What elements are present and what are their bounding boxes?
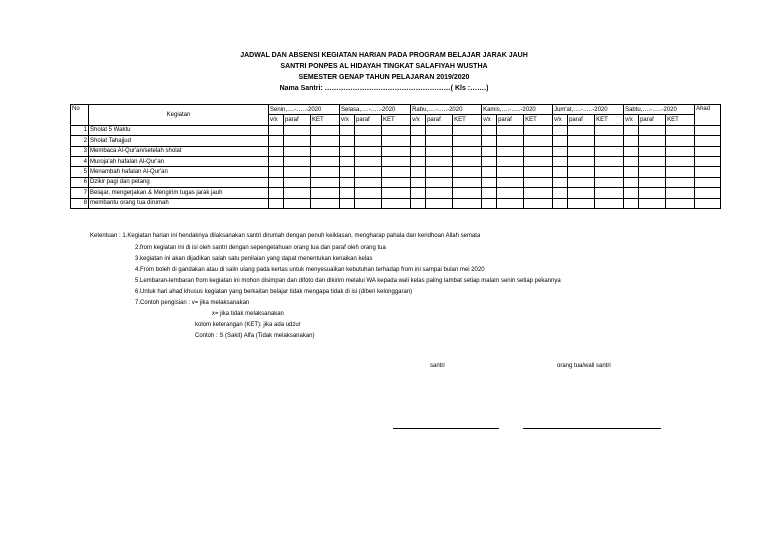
entry-cell[interactable] — [284, 177, 311, 187]
entry-cell[interactable] — [284, 198, 311, 208]
entry-cell[interactable] — [426, 125, 453, 135]
entry-cell[interactable] — [695, 198, 721, 208]
entry-cell[interactable] — [411, 198, 426, 208]
title-line-2: SANTRI PONPES AL HIDAYAH TINGKAT SALAFIYAH WUSTHA — [280, 63, 488, 70]
entry-cell[interactable] — [311, 177, 340, 187]
entry-cell[interactable] — [355, 146, 382, 156]
entry-cell[interactable] — [695, 156, 721, 166]
entry-cell[interactable] — [639, 156, 666, 166]
sub-header-cell: KET — [666, 115, 695, 125]
ketentuan-line-3: 3.kegiatan ini akan dijadikan salah satu penilaian yang dapat menentukan kenaikan kelas — [135, 256, 373, 262]
row-activity: membantu orang tua dirumah — [89, 198, 269, 208]
col-header-day: Sabtu,….-…..-2020 — [624, 105, 695, 115]
student-name-line: Nama Santri: ………………………………………………( Kls :…….) — [279, 85, 489, 92]
entry-cell[interactable] — [639, 188, 666, 198]
entry-cell[interactable] — [453, 146, 482, 156]
table-row — [71, 188, 721, 198]
entry-cell[interactable] — [553, 125, 568, 135]
row-activity: Belajar, mengerjakan & Mengirim tugas jarak jauh — [89, 188, 269, 198]
table-row — [71, 125, 721, 135]
entry-cell[interactable] — [666, 198, 695, 208]
row-number: 3 — [71, 146, 89, 156]
entry-cell[interactable] — [624, 198, 639, 208]
entry-cell[interactable] — [355, 177, 382, 187]
entry-cell[interactable] — [269, 167, 284, 177]
title-line-3: SEMESTER GENAP TAHUN PELAJARAN 2019/2020 — [298, 74, 470, 81]
entry-cell[interactable] — [311, 188, 340, 198]
entry-cell[interactable] — [639, 198, 666, 208]
entry-cell[interactable] — [524, 198, 553, 208]
entry-cell[interactable] — [453, 167, 482, 177]
entry-cell[interactable] — [340, 167, 355, 177]
entry-cell[interactable] — [269, 136, 284, 146]
entry-cell[interactable] — [284, 156, 311, 166]
entry-cell[interactable] — [340, 198, 355, 208]
entry-cell[interactable] — [284, 188, 311, 198]
entry-cell[interactable] — [666, 125, 695, 135]
ketentuan-line-7: 7.Contoh pengisian : v= jika melaksanakan — [135, 300, 250, 306]
entry-cell[interactable] — [453, 136, 482, 146]
entry-cell[interactable] — [595, 167, 624, 177]
col-header-day: Ahad — [695, 105, 721, 126]
entry-cell[interactable] — [695, 125, 721, 135]
entry-cell[interactable] — [624, 156, 639, 166]
entry-cell[interactable] — [382, 136, 411, 146]
entry-cell[interactable] — [269, 177, 284, 187]
entry-cell[interactable] — [340, 177, 355, 187]
entry-cell[interactable] — [524, 167, 553, 177]
sub-header-cell: v/x — [411, 115, 426, 125]
entry-cell[interactable] — [568, 136, 595, 146]
entry-cell[interactable] — [453, 177, 482, 187]
entry-cell[interactable] — [695, 146, 721, 156]
row-number: 2 — [71, 136, 89, 146]
entry-cell[interactable] — [311, 198, 340, 208]
entry-cell[interactable] — [482, 136, 497, 146]
row-number: 8 — [71, 198, 89, 208]
sub-header-cell: paraf — [426, 115, 453, 125]
entry-cell[interactable] — [482, 167, 497, 177]
entry-cell[interactable] — [411, 188, 426, 198]
entry-cell[interactable] — [453, 188, 482, 198]
table-header-row — [71, 105, 721, 115]
entry-cell[interactable] — [453, 198, 482, 208]
sub-header-cell: v/x — [553, 115, 568, 125]
row-activity: Membaca Al-Qur'an/setelah sholat — [89, 146, 269, 156]
row-number: 7 — [71, 188, 89, 198]
sub-header-cell: paraf — [639, 115, 666, 125]
entry-cell[interactable] — [382, 156, 411, 166]
sub-header-cell: paraf — [355, 115, 382, 125]
entry-cell[interactable] — [524, 125, 553, 135]
entry-cell[interactable] — [553, 146, 568, 156]
entry-cell[interactable] — [639, 177, 666, 187]
entry-cell[interactable] — [426, 198, 453, 208]
attendance-table — [70, 104, 721, 209]
col-header-day: Selasa,….-…..-2020 — [340, 105, 411, 115]
ketentuan-line-5: 5.Lembaran-lembaran from kegiatan ini mohon disimpan dan difoto dan dikirim melalui WA kepada wali kelas paling lambat setiap malam senin setiap pekannya — [135, 278, 561, 284]
entry-cell[interactable] — [553, 156, 568, 166]
table-row — [71, 177, 721, 187]
entry-cell[interactable] — [695, 177, 721, 187]
row-activity: Muroja'ah hafalan Al-Qur'an — [89, 156, 269, 166]
entry-cell[interactable] — [355, 125, 382, 135]
row-activity: Sholat Tahajjud — [89, 136, 269, 146]
entry-cell[interactable] — [695, 167, 721, 177]
ketentuan-line-9: kolom keterangan (KET): jika ada udzur — [195, 322, 301, 328]
row-activity: Sholat 5 Waktu — [89, 125, 269, 135]
entry-cell[interactable] — [340, 125, 355, 135]
sub-header-cell: KET — [453, 115, 482, 125]
sub-header-cell: v/x — [624, 115, 639, 125]
entry-cell[interactable] — [311, 125, 340, 135]
ketentuan-line-6: 6.Untuk hari ahad khusus kegiatan yang berkaitan belajar tidak mengapa tidak di isi (diberi kelonggaran) — [135, 289, 413, 295]
entry-cell[interactable] — [695, 188, 721, 198]
entry-cell[interactable] — [666, 188, 695, 198]
entry-cell[interactable] — [426, 146, 453, 156]
entry-cell[interactable] — [666, 136, 695, 146]
sub-header-cell: KET — [311, 115, 340, 125]
entry-cell[interactable] — [426, 177, 453, 187]
entry-cell[interactable] — [595, 198, 624, 208]
entry-cell[interactable] — [639, 125, 666, 135]
entry-cell[interactable] — [426, 167, 453, 177]
entry-cell[interactable] — [269, 198, 284, 208]
table-row — [71, 146, 721, 156]
row-activity: Menambah hafalan Al-Qur'an — [89, 167, 269, 177]
entry-cell[interactable] — [553, 167, 568, 177]
entry-cell[interactable] — [568, 167, 595, 177]
entry-cell[interactable] — [624, 146, 639, 156]
title-line-1: JADWAL DAN ABSENSI KEGIATAN HARIAN PADA PROGRAM BELAJAR JARAK JAUH — [240, 52, 528, 59]
col-header-day: Jum'at,….-…..-2020 — [553, 105, 624, 115]
entry-cell[interactable] — [568, 125, 595, 135]
entry-cell[interactable] — [453, 156, 482, 166]
entry-cell[interactable] — [382, 188, 411, 198]
entry-cell[interactable] — [355, 167, 382, 177]
entry-cell[interactable] — [666, 146, 695, 156]
col-header-day: Kamis,….-…..-2020 — [482, 105, 553, 115]
table-row — [71, 156, 721, 166]
entry-cell[interactable] — [624, 167, 639, 177]
entry-cell[interactable] — [666, 156, 695, 166]
entry-cell[interactable] — [269, 188, 284, 198]
entry-cell[interactable] — [666, 177, 695, 187]
entry-cell[interactable] — [340, 188, 355, 198]
entry-cell[interactable] — [568, 198, 595, 208]
entry-cell[interactable] — [524, 146, 553, 156]
sub-header-cell: v/x — [269, 115, 284, 125]
row-number: 6 — [71, 177, 89, 187]
entry-cell[interactable] — [595, 188, 624, 198]
entry-cell[interactable] — [284, 136, 311, 146]
entry-cell[interactable] — [426, 188, 453, 198]
entry-cell[interactable] — [269, 125, 284, 135]
entry-cell[interactable] — [482, 146, 497, 156]
entry-cell[interactable] — [624, 188, 639, 198]
entry-cell[interactable] — [624, 136, 639, 146]
entry-cell[interactable] — [411, 136, 426, 146]
entry-cell[interactable] — [553, 177, 568, 187]
entry-cell[interactable] — [497, 177, 524, 187]
entry-cell[interactable] — [553, 198, 568, 208]
entry-cell[interactable] — [524, 188, 553, 198]
sub-header-cell: KET — [524, 115, 553, 125]
signature-line-wali — [523, 428, 661, 429]
entry-cell[interactable] — [411, 177, 426, 187]
entry-cell[interactable] — [553, 136, 568, 146]
entry-cell[interactable] — [355, 136, 382, 146]
entry-cell[interactable] — [411, 146, 426, 156]
col-header-no: No — [71, 105, 89, 126]
entry-cell[interactable] — [311, 146, 340, 156]
entry-cell[interactable] — [284, 146, 311, 156]
entry-cell[interactable] — [497, 136, 524, 146]
entry-cell[interactable] — [497, 146, 524, 156]
entry-cell[interactable] — [497, 125, 524, 135]
entry-cell[interactable] — [382, 146, 411, 156]
entry-cell[interactable] — [269, 156, 284, 166]
entry-cell[interactable] — [595, 136, 624, 146]
entry-cell[interactable] — [624, 125, 639, 135]
col-header-kegiatan: Kegiatan — [89, 105, 269, 126]
entry-cell[interactable] — [482, 156, 497, 166]
ketentuan-line-10: Contoh : S (Sakit) Alfa (Tidak melaksanakan) — [195, 333, 315, 339]
sub-header-cell: v/x — [482, 115, 497, 125]
entry-cell[interactable] — [497, 156, 524, 166]
entry-cell[interactable] — [639, 146, 666, 156]
sub-header-cell: paraf — [284, 115, 311, 125]
sub-header-cell: KET — [595, 115, 624, 125]
entry-cell[interactable] — [639, 136, 666, 146]
entry-cell[interactable] — [568, 156, 595, 166]
entry-cell[interactable] — [624, 177, 639, 187]
entry-cell[interactable] — [411, 125, 426, 135]
row-activity: Dzikir pagi dan petang — [89, 177, 269, 187]
ketentuan-line-1: Ketentuan : 1.Kegiatan harian ini hendaknya dilaksanakan santri dirumah dengan penuh keiklasan, mengharap pahala dan keridhoan Allah semata — [90, 233, 481, 239]
entry-cell[interactable] — [269, 146, 284, 156]
entry-cell[interactable] — [482, 177, 497, 187]
entry-cell[interactable] — [340, 136, 355, 146]
entry-cell[interactable] — [311, 167, 340, 177]
table-row — [71, 167, 721, 177]
ketentuan-line-2: 2.from kegiatan ini di isi oleh santri dengan sepengetahuan orang tua dan paraf oleh orang tua — [135, 245, 386, 251]
sub-header-cell: v/x — [340, 115, 355, 125]
entry-cell[interactable] — [382, 167, 411, 177]
entry-cell[interactable] — [426, 136, 453, 146]
entry-cell[interactable] — [568, 188, 595, 198]
entry-cell[interactable] — [595, 156, 624, 166]
entry-cell[interactable] — [340, 146, 355, 156]
row-number: 4 — [71, 156, 89, 166]
signature-line-santri — [393, 428, 499, 429]
entry-cell[interactable] — [553, 188, 568, 198]
entry-cell[interactable] — [497, 198, 524, 208]
signature-label-wali: orang tua/wali santri — [557, 363, 611, 369]
entry-cell[interactable] — [355, 198, 382, 208]
entry-cell[interactable] — [284, 167, 311, 177]
table-row — [71, 198, 721, 208]
entry-cell[interactable] — [524, 156, 553, 166]
entry-cell[interactable] — [311, 156, 340, 166]
entry-cell[interactable] — [411, 156, 426, 166]
ketentuan-line-4: 4.From boleh di gandakan atau di salin ulang pada kertas untuk menyesuaikan kebutuhan terhadap from ini sampai bulan mei 2020 — [135, 267, 485, 273]
entry-cell[interactable] — [497, 188, 524, 198]
entry-cell[interactable] — [482, 188, 497, 198]
entry-cell[interactable] — [568, 177, 595, 187]
entry-cell[interactable] — [595, 125, 624, 135]
entry-cell[interactable] — [639, 167, 666, 177]
entry-cell[interactable] — [497, 167, 524, 177]
entry-cell[interactable] — [453, 125, 482, 135]
signature-label-santri: santri — [430, 363, 445, 369]
entry-cell[interactable] — [695, 136, 721, 146]
row-number: 1 — [71, 125, 89, 135]
entry-cell[interactable] — [568, 146, 595, 156]
entry-cell[interactable] — [382, 198, 411, 208]
sub-header-cell: KET — [382, 115, 411, 125]
entry-cell[interactable] — [426, 156, 453, 166]
entry-cell[interactable] — [524, 136, 553, 146]
col-header-day: Senin,….-…..-2020 — [269, 105, 340, 115]
row-number: 5 — [71, 167, 89, 177]
entry-cell[interactable] — [340, 156, 355, 166]
entry-cell[interactable] — [355, 188, 382, 198]
entry-cell[interactable] — [482, 198, 497, 208]
sub-header-cell: paraf — [568, 115, 595, 125]
entry-cell[interactable] — [382, 177, 411, 187]
entry-cell[interactable] — [411, 167, 426, 177]
table-row — [71, 136, 721, 146]
entry-cell[interactable] — [595, 177, 624, 187]
ketentuan-line-8: x= jika tidak melaksanakan — [212, 311, 284, 317]
col-header-day: Rabu,….-…..-2020 — [411, 105, 482, 115]
entry-cell[interactable] — [666, 167, 695, 177]
sub-header-cell: paraf — [497, 115, 524, 125]
entry-cell[interactable] — [524, 177, 553, 187]
entry-cell[interactable] — [382, 125, 411, 135]
entry-cell[interactable] — [595, 146, 624, 156]
entry-cell[interactable] — [482, 125, 497, 135]
entry-cell[interactable] — [355, 156, 382, 166]
entry-cell[interactable] — [311, 136, 340, 146]
entry-cell[interactable] — [284, 125, 311, 135]
